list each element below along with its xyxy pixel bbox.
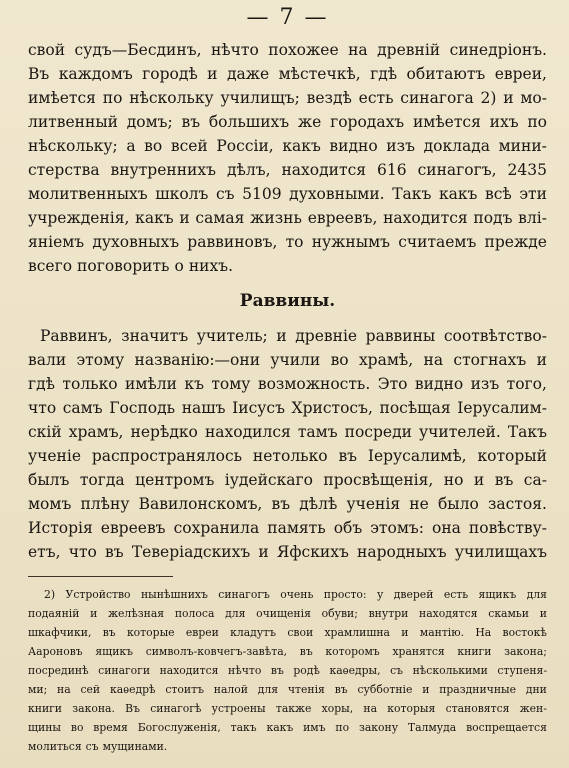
word: внутреннихъ — [110, 161, 216, 179]
word: книги — [457, 645, 492, 658]
word: яніемъ — [28, 233, 85, 251]
body-line-5 — [28, 420, 547, 444]
body-line-10 — [28, 540, 547, 564]
word: Такъ — [507, 423, 547, 441]
word: училищахъ — [454, 543, 547, 561]
word: жен- — [519, 702, 547, 715]
body-line-7 — [28, 182, 547, 206]
word: того, — [506, 375, 547, 393]
section-title: Раввины. — [239, 291, 336, 311]
word: дѣлъ, — [226, 161, 271, 179]
word: 5109 — [242, 185, 282, 203]
word: находится — [383, 209, 468, 227]
word: имѣли — [125, 375, 177, 393]
word: стоитъ — [165, 683, 204, 696]
word: свои — [287, 626, 314, 639]
word: въ — [271, 495, 291, 513]
body-line-9 — [28, 230, 547, 254]
word: изъ — [470, 375, 500, 393]
word: нѣсколькими — [412, 664, 488, 677]
word: Исторія — [28, 519, 93, 537]
word: вездѣ — [306, 89, 352, 107]
note-line-9 — [28, 737, 547, 756]
word: раввиновъ, — [187, 233, 278, 251]
note-line-4 — [28, 642, 547, 661]
word: учрежденія, — [28, 209, 130, 227]
word: мѣстечкѣ, — [278, 65, 361, 83]
word: Богослуженія, — [137, 721, 221, 734]
intro-lines — [28, 38, 547, 278]
word: находятся — [419, 607, 478, 620]
word: подъ — [473, 209, 513, 227]
word: ящикъ — [95, 645, 134, 658]
word: древніе — [295, 327, 358, 345]
word: Господь — [109, 399, 176, 417]
word: посѣщая — [379, 399, 451, 417]
word: желѣзная — [108, 607, 165, 620]
word: Яфскихъ — [276, 543, 349, 561]
word: и — [207, 65, 218, 83]
word: эти — [519, 185, 547, 203]
note-line-5 — [28, 661, 547, 680]
word: очищенія — [256, 607, 311, 620]
word: доклада — [423, 137, 490, 155]
word: находится — [281, 161, 367, 179]
word: Въ — [28, 65, 50, 83]
word: налой — [213, 683, 248, 696]
word: и — [90, 607, 98, 620]
footnote-lines — [28, 585, 547, 756]
word: молиться — [28, 740, 82, 753]
word: объ — [333, 519, 363, 537]
word: обуви; — [321, 607, 358, 620]
word: нѣскольку — [129, 89, 214, 107]
word: ученіе — [28, 447, 82, 465]
word: на — [423, 351, 444, 369]
word: то — [285, 233, 304, 251]
word: домъ; — [126, 113, 173, 131]
word: былъ — [28, 471, 70, 489]
body-line-6 — [28, 444, 547, 468]
word: центромъ — [135, 471, 215, 489]
word: городѣ — [142, 65, 198, 83]
word: учителей. — [419, 423, 501, 441]
word: духовными. — [289, 185, 385, 203]
word: Въ — [125, 702, 140, 715]
note-line-2 — [28, 604, 547, 623]
word: видно — [329, 137, 378, 155]
word: въ — [494, 471, 514, 489]
footnote — [28, 585, 547, 756]
word: Теверіадскихъ — [131, 543, 251, 561]
word: момъ — [28, 495, 72, 513]
word: нужнымъ — [311, 233, 390, 251]
word: во — [144, 137, 163, 155]
word: что — [68, 543, 97, 561]
word: для — [225, 607, 246, 620]
word: по — [335, 721, 350, 734]
word: дни — [525, 683, 547, 696]
word: учили — [270, 351, 321, 369]
word: синагоги — [98, 664, 151, 677]
word: самая — [195, 209, 245, 227]
word: Россіи, — [216, 137, 274, 155]
word: Это — [377, 375, 408, 393]
word: каѳедры, — [329, 664, 381, 677]
word: древній — [377, 41, 441, 59]
note-line-8 — [28, 718, 547, 737]
word: 2) — [44, 588, 56, 601]
word: поговорить — [77, 257, 170, 275]
word: евреевъ, — [307, 209, 378, 227]
word: и — [539, 607, 547, 620]
word: мантію. — [419, 626, 465, 639]
word: мини- — [498, 137, 547, 155]
word: На — [475, 626, 492, 639]
word: евреевъ — [100, 519, 166, 537]
word: есть — [443, 588, 469, 601]
word: съ — [85, 740, 99, 753]
word: евреи, — [494, 65, 547, 83]
word: са- — [523, 471, 547, 489]
body-line-2 — [28, 348, 547, 372]
word: синагогъ — [218, 588, 270, 601]
word: мущинами. — [102, 740, 168, 753]
word: только — [62, 375, 118, 393]
word: есть — [358, 89, 394, 107]
word: который — [477, 447, 547, 465]
word: іудейскаго — [224, 471, 313, 489]
word: 616 — [377, 161, 407, 179]
word: ступеня- — [497, 664, 547, 677]
word: соотвѣтство- — [443, 327, 547, 345]
word: стогнахъ — [453, 351, 527, 369]
word: какъ — [282, 137, 321, 155]
word: училищъ; — [220, 89, 300, 107]
word: просто: — [323, 588, 367, 601]
word: Іерусалимѣ, — [367, 447, 467, 465]
body-line-3 — [28, 372, 547, 396]
word: тому — [211, 375, 251, 393]
word: самъ — [62, 399, 103, 417]
intro-paragraph — [28, 38, 547, 278]
word: въ — [338, 447, 358, 465]
word: во — [330, 351, 349, 369]
word: вали — [28, 351, 67, 369]
word: съ — [390, 664, 404, 677]
word: обитаютъ — [406, 65, 486, 83]
word: народныхъ — [357, 543, 447, 561]
word: Іерусалим- — [457, 399, 547, 417]
word: скій — [28, 423, 62, 441]
body-line-9 — [28, 516, 547, 540]
word: воспрещается — [466, 721, 547, 734]
word: закона. — [72, 702, 115, 715]
word: и — [258, 543, 269, 561]
word: распространялось — [91, 447, 243, 465]
word: литвенный — [28, 113, 118, 131]
word: нѣчто — [210, 41, 259, 59]
word: храмлишна — [324, 626, 390, 639]
word: сей — [80, 683, 101, 696]
word: очень — [280, 588, 314, 601]
word: для — [526, 588, 547, 601]
word: праздничные — [439, 683, 516, 696]
word: которыя — [387, 702, 436, 715]
word: время — [93, 721, 128, 734]
word: и — [401, 626, 409, 639]
word: что — [28, 399, 57, 417]
word: къ — [184, 375, 204, 393]
word: молитвенныхъ — [28, 185, 148, 203]
word: какъ — [135, 209, 174, 227]
word: возможность. — [257, 375, 371, 393]
word: какъ — [266, 721, 294, 734]
word: и — [473, 471, 485, 489]
word: же — [297, 113, 322, 131]
word: всего — [28, 257, 73, 275]
body-line-5 — [28, 134, 547, 158]
word: учитель; — [196, 327, 268, 345]
word: храмъ, — [68, 423, 124, 441]
word: каѳедрѣ — [109, 683, 156, 696]
word: на — [348, 41, 368, 59]
word: но — [443, 471, 464, 489]
word: въ — [270, 664, 284, 677]
word: нашъ — [181, 399, 226, 417]
word: и — [503, 89, 514, 107]
word: жизнь — [250, 209, 302, 227]
word: нѣчто — [228, 664, 262, 677]
word: у — [377, 588, 384, 601]
body-line-4 — [28, 110, 547, 134]
note-line-3 — [28, 623, 547, 642]
word: во — [70, 721, 84, 734]
word: ми; — [28, 683, 48, 696]
body-line-8 — [28, 492, 547, 516]
rabbis-paragraph — [28, 324, 547, 564]
note-line-6 — [28, 680, 547, 699]
word: скамьи — [488, 607, 529, 620]
word: и — [179, 209, 190, 227]
word: нынѣшнихъ — [140, 588, 208, 601]
word: мо- — [520, 89, 547, 107]
word: по — [527, 113, 547, 131]
word: на — [57, 683, 71, 696]
word: она — [431, 519, 461, 537]
word: Талмуда — [407, 721, 457, 734]
word: раввины — [365, 327, 436, 345]
word: тогда — [79, 471, 125, 489]
word: Такъ — [392, 185, 432, 203]
word: посрединѣ — [28, 664, 89, 677]
word: которомъ — [325, 645, 380, 658]
word: гдѣ — [370, 65, 398, 83]
word: нихъ. — [188, 257, 234, 275]
word: прежде — [484, 233, 547, 251]
word: память — [267, 519, 326, 537]
body-line-1 — [28, 324, 547, 348]
word: востокѣ — [502, 626, 547, 639]
word: и — [536, 351, 547, 369]
word: ящикъ — [478, 588, 517, 601]
word: 2) — [480, 89, 497, 107]
body-line-6 — [28, 158, 547, 182]
word: шкафчики, — [28, 626, 92, 639]
word: символъ-ковчегъ-завѣта, — [145, 645, 288, 658]
word: въ — [102, 626, 116, 639]
word: нетолько — [252, 447, 328, 465]
word: даже — [226, 65, 270, 83]
word: синагогъ, — [417, 161, 497, 179]
word: на — [363, 702, 378, 715]
word: гдѣ — [28, 375, 56, 393]
word: Іисусъ — [232, 399, 285, 417]
word: такъ — [230, 721, 257, 734]
word: кладутъ — [230, 626, 277, 639]
word: нѣскольку; — [28, 137, 118, 155]
word: о — [174, 257, 184, 275]
word: въ — [334, 683, 348, 696]
word: 2435 — [507, 161, 547, 179]
word: Раввинъ, — [40, 327, 113, 345]
word: посреди — [344, 423, 412, 441]
word: имѣется — [412, 113, 481, 131]
word: свой — [28, 41, 66, 59]
page-header — [28, 0, 547, 34]
body-line-1 — [28, 38, 547, 62]
word: городахъ — [330, 113, 405, 131]
word: въ — [299, 645, 313, 658]
word: всѣ — [485, 185, 512, 203]
word: внутри — [368, 607, 409, 620]
word: въ — [181, 113, 201, 131]
word: было — [437, 495, 479, 513]
footnote-divider — [28, 576, 173, 577]
word: этому — [76, 351, 125, 369]
page-number: — 7 — — [246, 4, 329, 30]
word: полоса — [174, 607, 215, 620]
word: тамъ — [297, 423, 338, 441]
word: съ — [215, 185, 235, 203]
word: синагогѣ — [150, 702, 202, 715]
word: застоя. — [487, 495, 547, 513]
word: влі- — [518, 209, 547, 227]
note-line-7 — [28, 699, 547, 718]
word: по — [102, 89, 123, 107]
word: книги — [28, 702, 62, 715]
word: находился — [204, 423, 291, 441]
word: не — [409, 495, 429, 513]
word: считаемъ — [398, 233, 477, 251]
word: щины — [28, 721, 62, 734]
word: закона; — [504, 645, 547, 658]
word: Вавилонскомъ, — [138, 495, 263, 513]
word: для — [257, 683, 279, 696]
word: и — [422, 683, 430, 696]
body-line-8 — [28, 206, 547, 230]
word: и — [276, 327, 287, 345]
body-line-2 — [28, 62, 547, 86]
word: синагога — [400, 89, 474, 107]
word: просвѣщенія, — [323, 471, 434, 489]
word: закону — [358, 721, 399, 734]
word: каждомъ — [58, 65, 133, 83]
word: значитъ — [121, 327, 189, 345]
word: нерѣдко — [130, 423, 198, 441]
word: плѣну — [80, 495, 130, 513]
word: становятся — [445, 702, 510, 715]
word: также — [275, 702, 312, 715]
body-line-3 — [28, 86, 547, 110]
note-line-1 — [28, 585, 547, 604]
word: Христосъ, — [291, 399, 373, 417]
word: этомъ: — [370, 519, 424, 537]
word: находится — [159, 664, 219, 677]
word: сохранила — [173, 519, 260, 537]
word: хранятся — [392, 645, 445, 658]
word: всей — [170, 137, 208, 155]
word: а — [126, 137, 136, 155]
word: дверей — [393, 588, 434, 601]
word: большихъ — [208, 113, 290, 131]
word: изъ — [386, 137, 415, 155]
word: дѣлѣ — [299, 495, 338, 513]
word: ученія — [346, 495, 401, 513]
word: храмѣ, — [358, 351, 414, 369]
word: въ — [105, 543, 124, 561]
word: духовныхъ — [92, 233, 180, 251]
word: подаяній — [28, 607, 80, 620]
word: Устройство — [65, 588, 131, 601]
word: школъ — [155, 185, 209, 203]
body-line-4 — [28, 396, 547, 420]
word: синедріонъ. — [449, 41, 547, 59]
word: устроены — [211, 702, 266, 715]
section-lines — [28, 324, 547, 564]
word: родѣ — [293, 664, 320, 677]
word: названію:—они — [134, 351, 261, 369]
word: похожее — [268, 41, 339, 59]
word: имѣется — [28, 89, 96, 107]
word: етъ, — [28, 543, 61, 561]
word: повѣству- — [468, 519, 547, 537]
word: судъ—Бесдинъ, — [74, 41, 202, 59]
word: евреи — [185, 626, 219, 639]
word: какъ — [438, 185, 478, 203]
word: видно — [414, 375, 464, 393]
word: субботніе — [357, 683, 413, 696]
word: стерства — [28, 161, 100, 179]
word: чтенія — [287, 683, 325, 696]
word: имъ — [303, 721, 326, 734]
word: Аароновъ — [28, 645, 83, 658]
word: ихъ — [489, 113, 519, 131]
body-line-7 — [28, 468, 547, 492]
word: которые — [126, 626, 175, 639]
body-line-10 — [28, 254, 547, 278]
word: хоры, — [321, 702, 354, 715]
